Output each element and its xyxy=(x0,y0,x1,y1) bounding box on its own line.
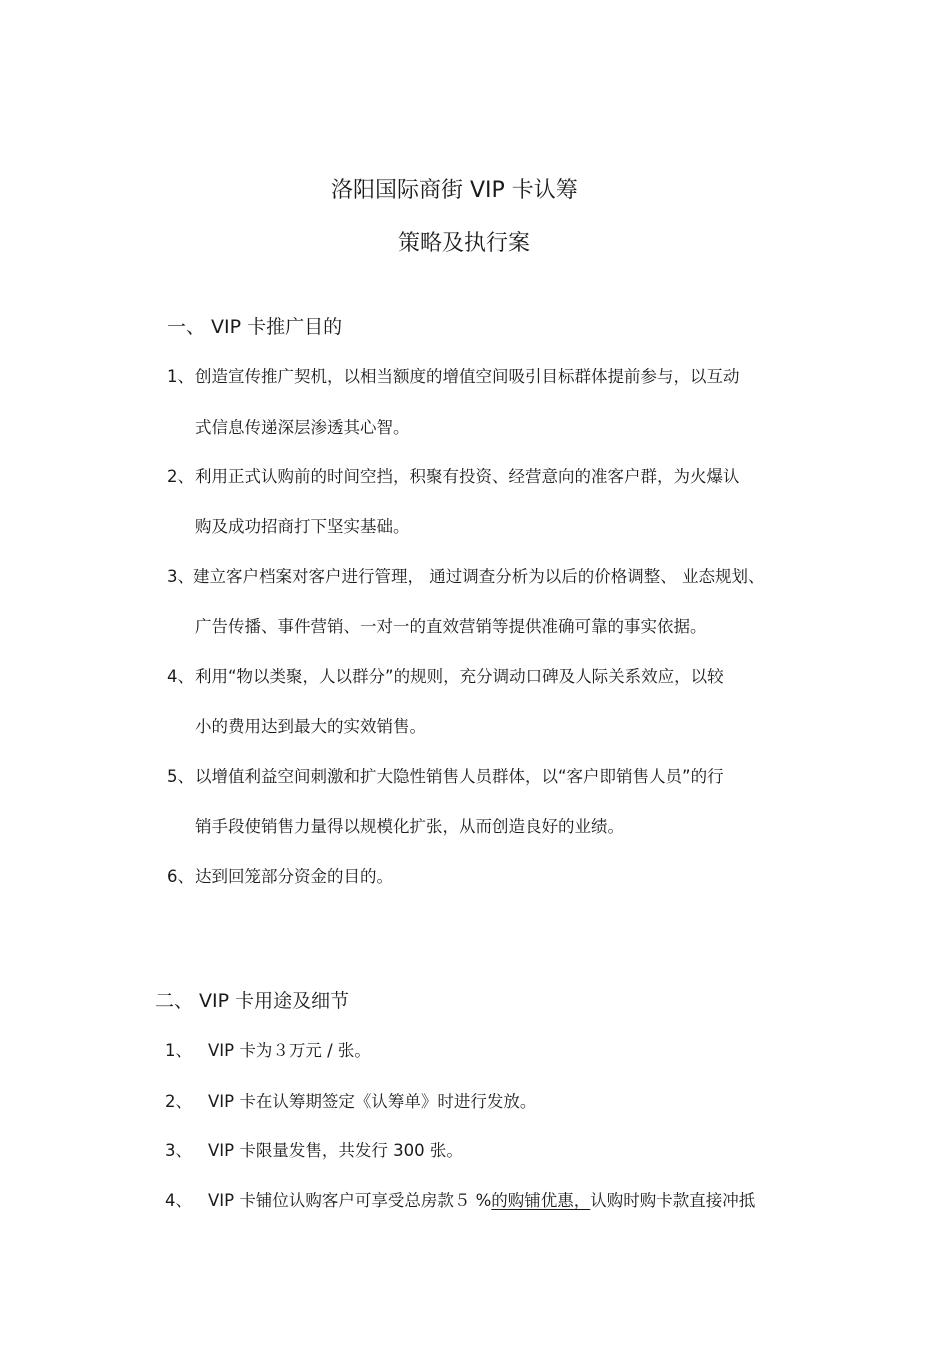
s1-item-2-number: 2、 xyxy=(167,467,194,486)
s1-item-4-line-1: 利用“物以类聚，人以群分”的规则，充分调动口碑及人际关系效应，以较 xyxy=(195,667,724,686)
s2-item-3-number: 3、 xyxy=(165,1141,192,1160)
s2-item-4-underlined-text: 的购铺优惠， xyxy=(491,1191,591,1210)
s1-item-2-line-1: 利用正式认购前的时间空挡，积聚有投资、经营意向的准客户群，为火爆认 xyxy=(195,467,740,486)
s2-item-1-text: VIP 卡为３万元 / 张。 xyxy=(208,1041,371,1060)
s1-item-3-number: 3、 xyxy=(167,567,194,586)
s1-item-1-number: 1、 xyxy=(167,367,194,386)
document-title-line-1: 洛阳国际商街 VIP 卡认筹 xyxy=(331,178,578,203)
s2-item-3-text: VIP 卡限量发售，共发行 300 张。 xyxy=(208,1141,463,1160)
s2-item-1-number: 1、 xyxy=(165,1041,192,1060)
s1-item-5-line-2: 销手段使销售力量得以规模化扩张，从而创造良好的业绩。 xyxy=(195,817,624,836)
s2-item-4-number: 4、 xyxy=(165,1191,192,1210)
s1-item-6-line-1: 达到回笼部分资金的目的。 xyxy=(195,867,393,886)
s1-item-2-line-2: 购及成功招商打下坚实基础。 xyxy=(195,517,410,536)
document-title-line-2: 策略及执行案 xyxy=(398,231,531,256)
s2-item-2-number: 2、 xyxy=(165,1092,192,1111)
section-1-heading: 一、 VIP 卡推广目的 xyxy=(167,316,343,338)
s1-item-3-line-1: 建立客户档案对客户进行管理， 通过调查分析为以后的价格调整、 业态规划、 xyxy=(193,567,765,586)
s1-item-5-number: 5、 xyxy=(167,767,194,786)
s1-item-1-line-2: 式信息传递深层渗透其心智。 xyxy=(195,418,410,437)
s1-item-4-number: 4、 xyxy=(167,667,194,686)
s2-item-2-text: VIP 卡在认筹期签定《认筹单》时进行发放。 xyxy=(208,1092,537,1111)
s2-item-4-text-before: VIP 卡铺位认购客户可享受总房款５ % xyxy=(208,1191,492,1210)
s2-item-4-line xyxy=(208,1191,755,1211)
section-2-heading: 二、 VIP 卡用途及细节 xyxy=(155,990,350,1012)
s1-item-1-line-1: 创造宣传推广契机，以相当额度的增值空间吸引目标群体提前参与，以互动 xyxy=(195,367,740,386)
s1-item-3-line-2: 广告传播、事件营销、一对一的直效营销等提供准确可靠的事实依据。 xyxy=(195,617,707,636)
s1-item-4-line-2: 小的费用达到最大的实效销售。 xyxy=(195,717,426,736)
s1-item-6-number: 6、 xyxy=(167,867,194,886)
s2-item-4-text-after: 认购时购卡款直接冲抵 xyxy=(590,1191,756,1210)
s1-item-5-line-1: 以增值利益空间刺激和扩大隐性销售人员群体，以“客户即销售人员”的行 xyxy=(195,767,724,786)
